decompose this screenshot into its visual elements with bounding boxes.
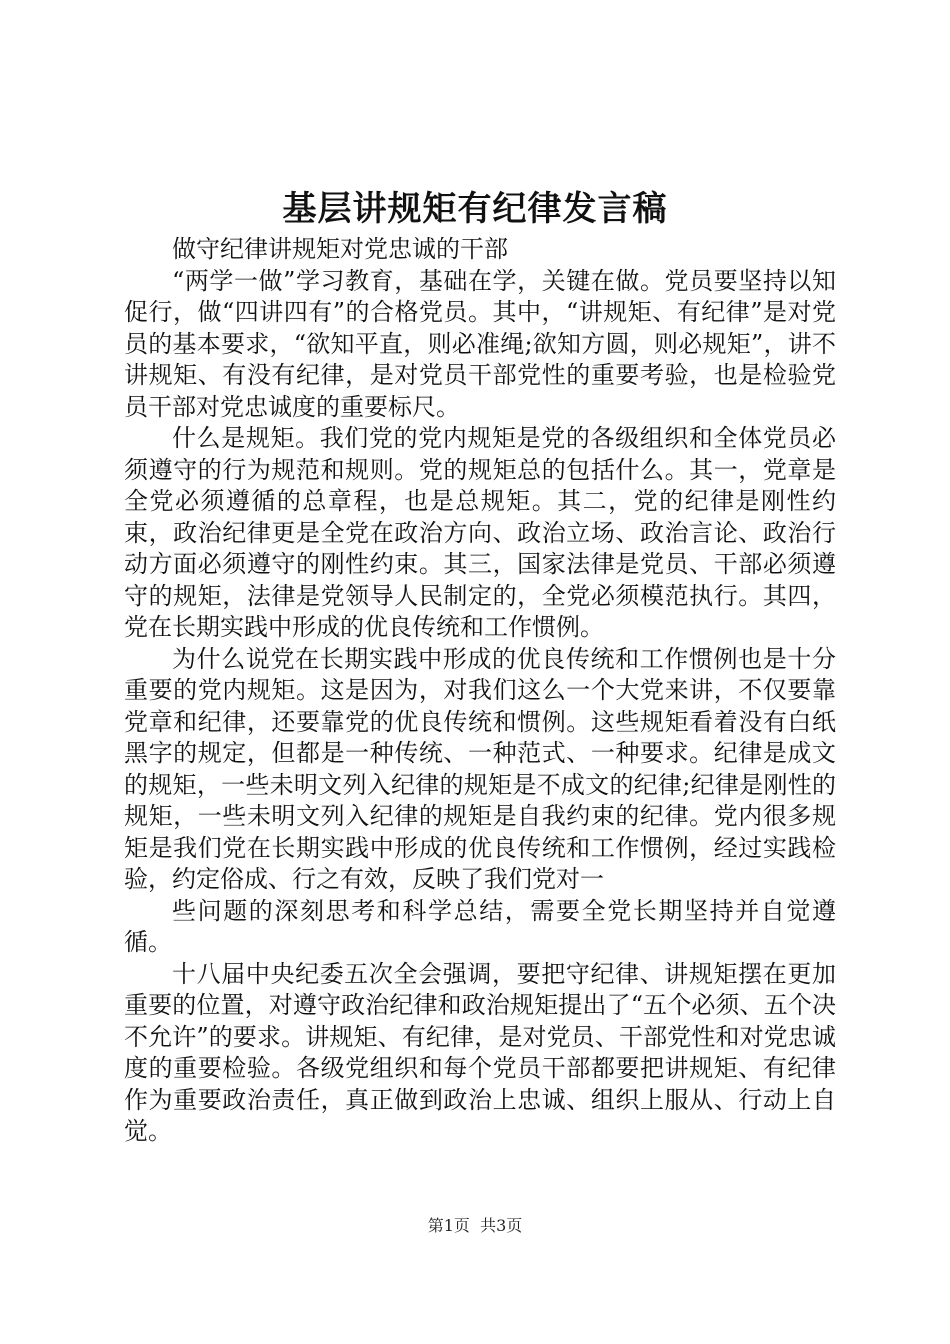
paragraph-1: “两学一做”学习教育，基础在学，关键在做。党员要坚持以知促行，做“四讲四有”的合格党员。其中，“讲规矩、有纪律”是对党员的基本要求，“欲知平直，则必准绳;欲知方圆，则必规矩”，讲不讲规矩、有没有纪律，是对党员干部党性的重要考验，也是检验党员干部对党忠诚度的重要标尺。 [124, 266, 836, 421]
document-title: 基层讲规矩有纪律发言稿 [282, 189, 668, 229]
paragraph-4: 些问题的深刻思考和科学总结，需要全党长期坚持并自觉遵循。 [124, 896, 836, 956]
page-total: 共3页 [480, 1216, 523, 1235]
paragraph-2: 什么是规矩。我们党的党内规矩是党的各级组织和全体党员必须遵守的行为规范和规则。党的规矩总的包括什么。其一，党章是全党必须遵循的总章程，也是总规矩。其二，党的纪律是刚性约束，政治纪律更是全党在政治方向、政治立场、政治言论、政治行动方面必须遵守的刚性约束。其三，国家法律是党员、干部必须遵守的规矩，法律是党领导人民制定的，全党必须模范执行。其四，党在长期实践中形成的优良传统和工作惯例。 [124, 424, 836, 641]
paragraph-3: 为什么说党在长期实践中形成的优良传统和工作惯例也是十分重要的党内规矩。这是因为，对我们这么一个大党来讲，不仅要靠党章和纪律，还要靠党的优良传统和惯例。这些规矩看着没有白纸黑字的规定，但都是一种传统、一种范式、一种要求。纪律是成文的规矩，一些未明文列入纪律的规矩是不成文的纪律;纪律是刚性的规矩，一些未明文列入纪律的规矩是自我约束的纪律。党内很多规矩是我们党在长期实践中形成的优良传统和工作惯例，经过实践检验，约定俗成、行之有效，反映了我们党对一 [124, 644, 836, 893]
document-subtitle: 做守纪律讲规矩对党忠诚的干部 [172, 235, 508, 263]
page-number: 第1页 [427, 1216, 470, 1235]
page-footer [0, 1216, 950, 1236]
document-body [124, 234, 836, 1148]
paragraph-5: 十八届中央纪委五次全会强调，要把守纪律、讲规矩摆在更加重要的位置，对遵守政治纪律和政治规矩提出了“五个必须、五个决不允许”的要求。讲规矩、有纪律，是对党员、干部党性和对党忠诚度的重要检验。各级党组织和每个党员干部都要把讲规矩、有纪律作为重要政治责任，真正做到政治上忠诚、组织上服从、行动上自觉。 [124, 959, 836, 1145]
